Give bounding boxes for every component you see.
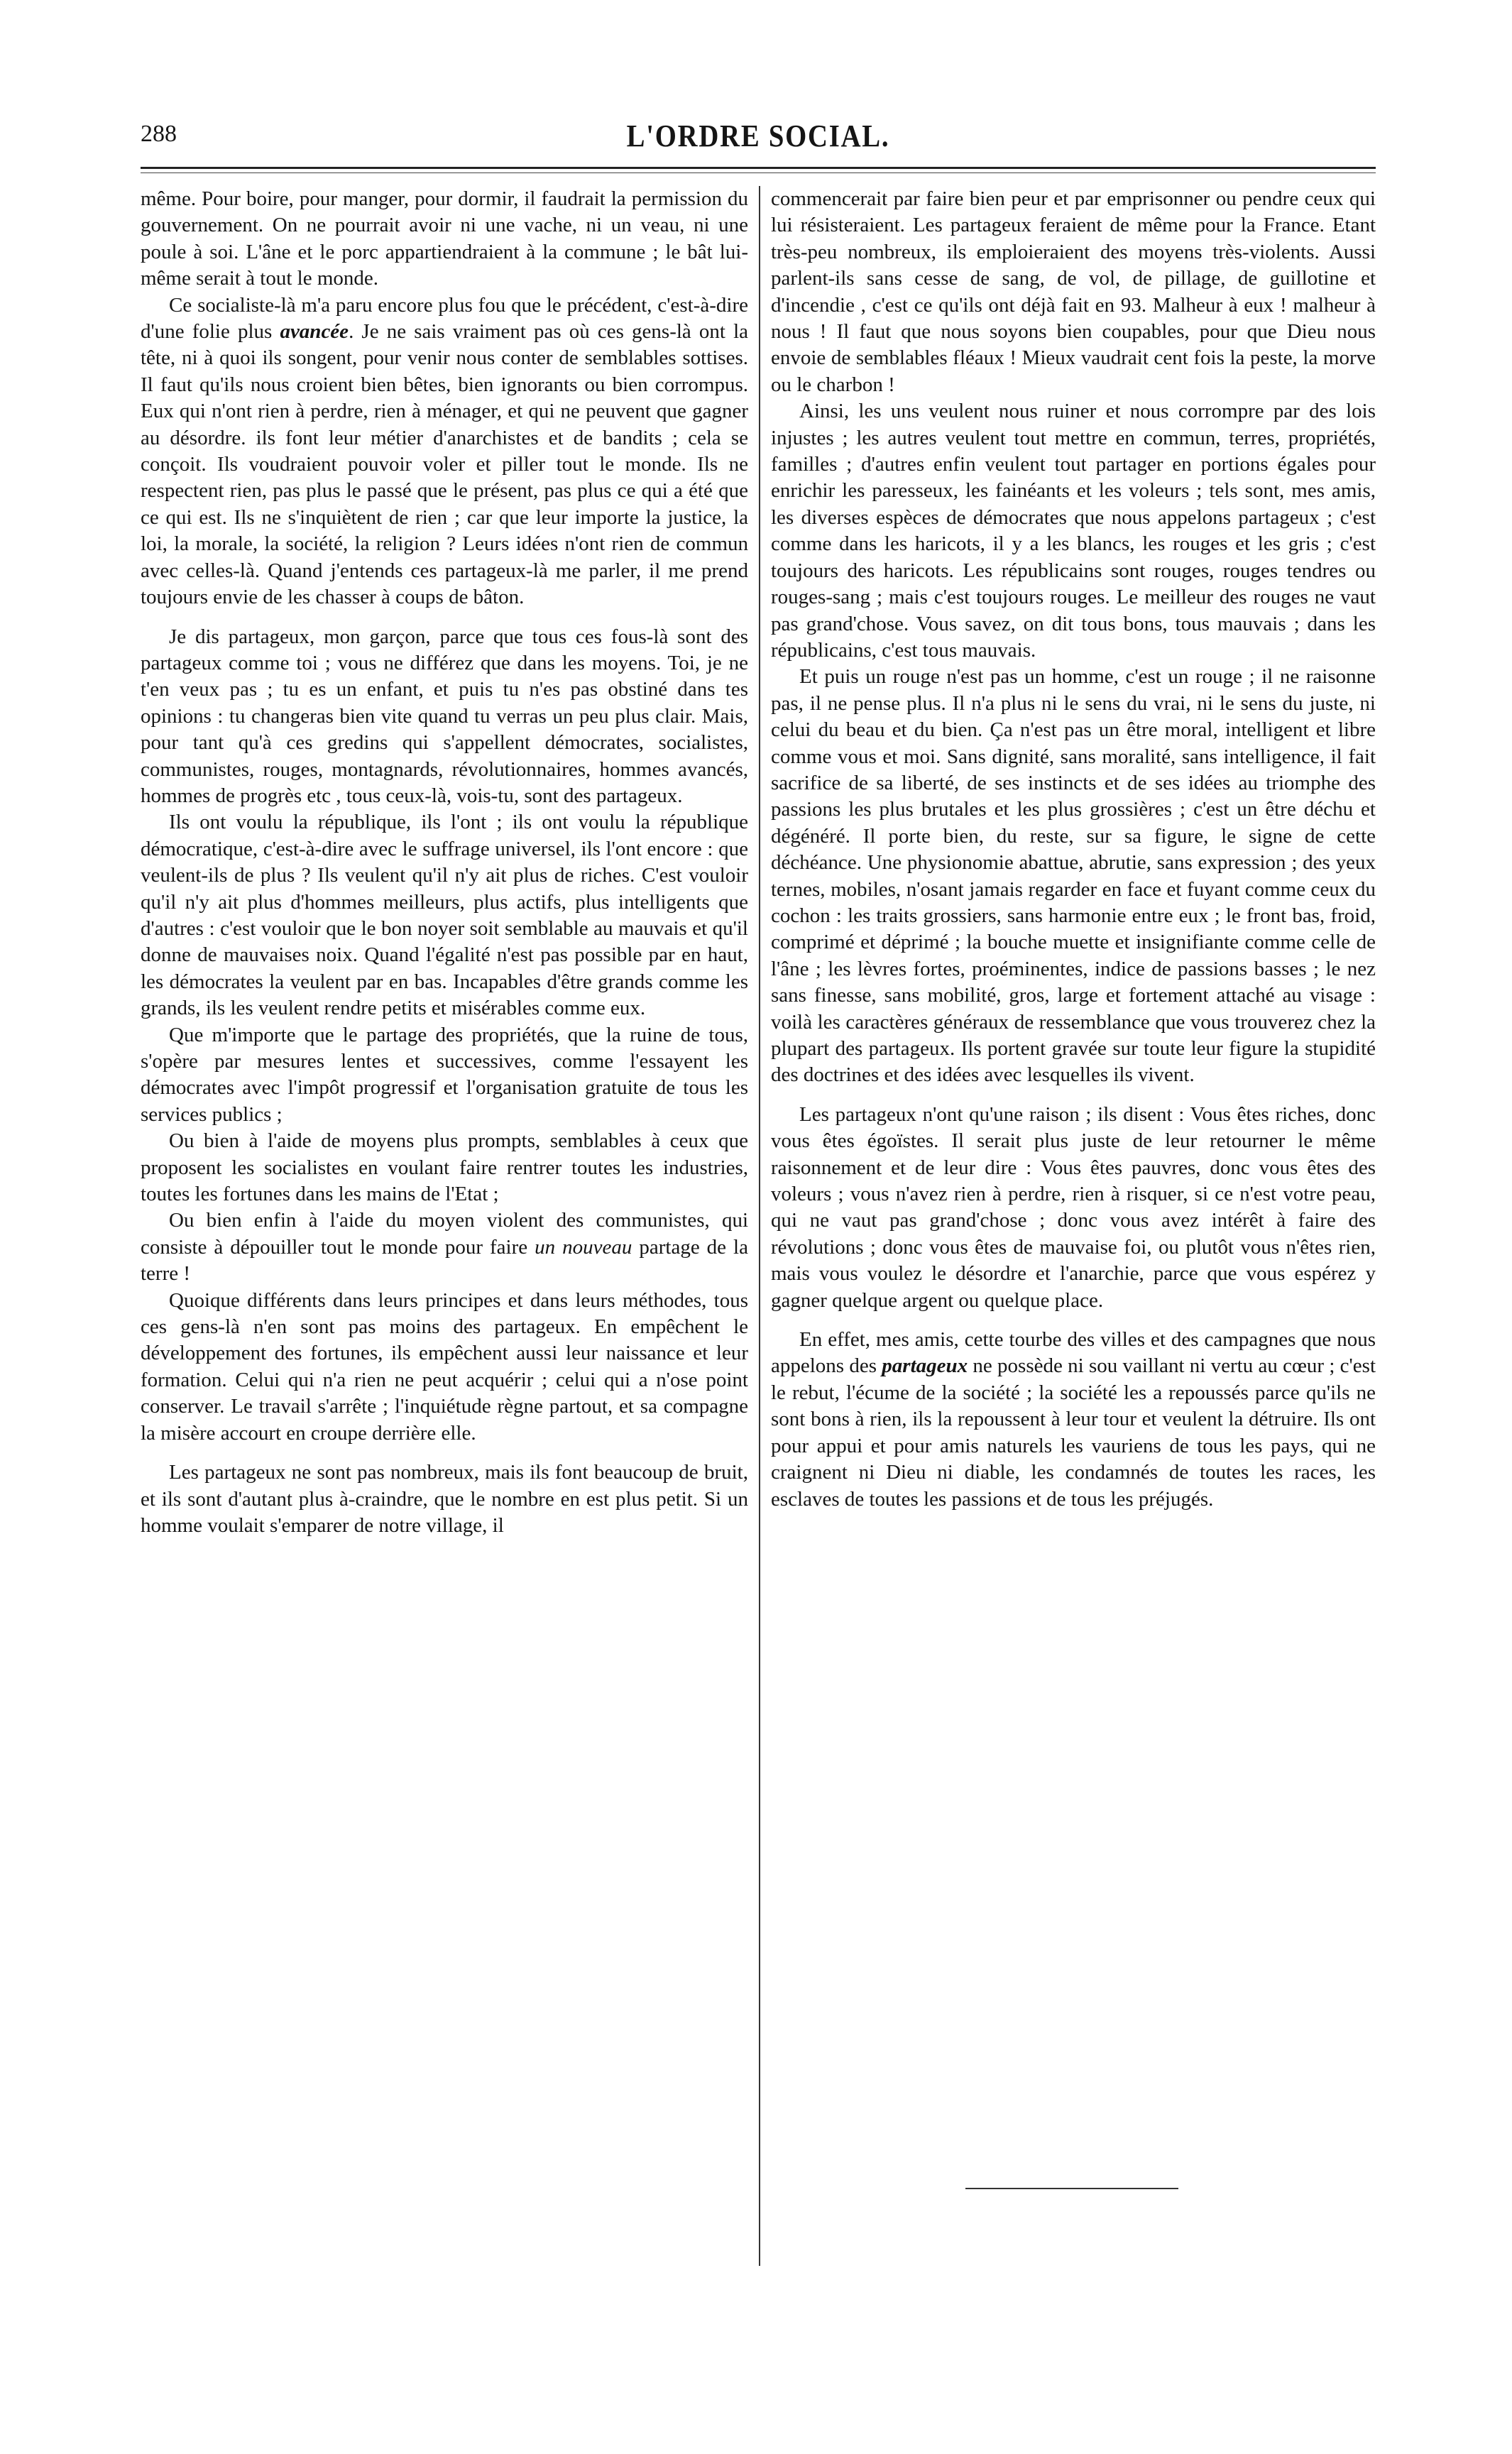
- paragraph: même. Pour boire, pour manger, pour dormir, il faudrait la permission du gouvernement. On ne pourrait avoir ni une vache, ni un veau, ni une poule à soi. L'âne et le porc appartiendraient à la commune ; le bât lui-même serait à tout le monde.: [141, 187, 748, 290]
- paragraph: Ils ont voulu la république, ils l'ont ; ils ont voulu la république démocratique, c'est-à-dire avec le suffrage universel, ils l'ont encore : que veulent-ils de plus ? Ils veulent qu'il n'y ait plus de riches. C'est vouloir qu'il n'y ait plus d'hommes meilleurs, plus actifs, plus intelligents que d'autres : c'est vouloir que le bon noyer soit semblable au mauvais et qu'il donne de mauvaises noix. Quand l'égalité n'est pas possible par en haut, les démocrates la veulent par en bas. Incapables d'être grands comme les grands, ils les veulent rendre petits et misérables comme eux.: [141, 811, 748, 1020]
- header-rule: [141, 167, 1376, 169]
- text-run: partage de la terre !: [141, 1235, 748, 1286]
- paragraph: Les partageux ne sont pas nombreux, mais ils font beaucoup de bruit, et ils sont d'autant plus à-craindre, que le nombre en est plus petit. Si un homme voulait s'emparer de notre village, il: [141, 1461, 748, 1537]
- page-number: 288: [141, 121, 177, 147]
- end-rule: [965, 2188, 1178, 2189]
- header-rule-thin: [141, 172, 1376, 173]
- journal-title: L'ORDRE SOCIAL.: [626, 119, 890, 153]
- emphasis-text: partageux: [882, 1354, 968, 1378]
- paragraph: [771, 1327, 1376, 1513]
- paragraph: Et puis un rouge n'est pas un homme, c'est un rouge ; il ne raisonne pas, il ne pense plus. Il n'a plus ni le sens du vrai, ni le sens du juste, ni celui du beau et du bien. Ça n'est pas un être moral, intelligent et libre comme vous et moi. Sans dignité, sans moralité, sans intelligence, il fait sacrifice de sa liberté, de ses instincts et de ses idées au triomphe des passions les plus brutales et les plus grossières ; c'est un être déchu et dégénéré. Il porte bien, du reste, sur sa figure, le signe de cette déchéance. Une physionomie abattue, abrutie, sans expression ; des yeux ternes, mobiles, n'osant jamais regarder en face et fuyant comme ceux du cochon : les traits grossiers, sans harmonie entre eux ; le front bas, froid, comprimé et déprimé ; la bouche muette et insignifiante comme celle de l'âne ; les lèvres fortes, proéminentes, indice de passions basses ; le nez sans finesse, sans mobilité, gros, large et fortement attaché au visage : voilà les caractères généraux de ressemblance que vous trouverez chez la plupart des partageux. Ils portent gravée sur toute leur figure la stupidité des doctrines et des idées avec lesquelles ils vivent.: [771, 665, 1376, 1087]
- paragraph: [141, 292, 748, 611]
- paragraph: Ou bien à l'aide de moyens plus prompts, semblables à ceux que proposent les socialistes en voulant faire rentrer toutes les industries, toutes les fortunes dans les mains de l'Etat ;: [141, 1129, 748, 1206]
- paragraph: Les partageux n'ont qu'une raison ; ils disent : Vous êtes riches, donc vous êtes égoïstes. Il serait plus juste de leur retourner le même raisonnement et de leur dire : Vous êtes pauvres, donc vous êtes des voleurs ; vous n'avez rien à perdre, rien à risquer, si ce n'est votre peau, qui ne vaut pas grand'chose ; donc vous avez intérêt à faire des révolutions ; donc vous êtes de mauvaise foi, ou plutôt vous n'êtes rien, mais vous voulez le désordre et l'anarchie, parce que vous espérez y gagner quelque argent ou quelque place.: [771, 1102, 1376, 1312]
- text-run: Ou bien enfin à l'aide du moyen violent des communistes, qui consiste à dépouiller tout le monde pour faire: [141, 1209, 748, 1259]
- paragraph: commencerait par faire bien peur et par emprisonner ou pendre ceux qui lui résisteraient. Les partageux feraient de même pour la France. Etant très-peu nombreux, ils emploieraient des moyens très-violents. Aussi parlent-ils sans cesse de sang, de vol, de pillage, de guillotine et d'incendie , c'est ce qu'ils ont déjà fait en 93. Malheur à eux ! malheur à nous ! Il faut que nous soyons bien coupables, pour que Dieu nous envoie de semblables fléaux ! Mieux vaudrait cent fois la peste, la morve ou le charbon !: [771, 187, 1376, 396]
- text-run: ne possède ni sou vaillant ni vertu au cœur ; c'est le rebut, l'écume de la société ; la société les a repoussés parce qu'ils ne sont bons à rien, ils la repoussent à leur tour et veulent la détruire. Ils ont pour appui et pour amis naturels les vauriens de tous les pays, qui ne craignent ni Dieu ni diable, les condamnés de toutes les races, les esclaves de toutes les passions et de tous les préjugés.: [771, 1354, 1376, 1511]
- paragraph: Ainsi, les uns veulent nous ruiner et nous corrompre par des lois injustes ; les autres veulent tout mettre en commun, terres, propriétés, familles ; d'autres enfin veulent tout partager en portions égales pour enrichir les paresseux, les fainéants et les voleurs ; tels sont, mes amis, les diverses espèces de démocrates que nous appelons partageux ; c'est comme dans les haricots, il y a les blancs, les rouges et les gris ; c'est toujours des haricots. Les républicains sont rouges, rouges tendres ou rouges-sang ; mais c'est toujours rouges. Le meilleur des rouges ne vaut pas grand'chose. Vous savez, on dit tous bons, tous mauvais ; dans les républicains, c'est tous mauvais.: [771, 400, 1376, 662]
- text-run: En effet, mes amis, cette tourbe des villes et des campagnes que nous appelons des: [771, 1328, 1376, 1378]
- emphasis-text: avancée: [280, 320, 349, 344]
- emphasis-text: un nouveau: [535, 1235, 632, 1259]
- text-run: . Je ne sais vraiment pas où ces gens-là ont la tête, ni à quoi ils songent, pour venir nous conter de semblables sottises. Il faut qu'ils nous croient bien bêtes, bien ignorants ou bien corrompus. Eux qui n'ont rien à perdre, rien à ménager, et qui ne peuvent que gagner au désordre. ils font leur métier d'anarchistes et de bandits ; cela se conçoit. Ils voudraient pouvoir voler et piller tout le monde. Ils ne respectent rien, pas plus le passé que le présent, pas plus ce qui a été que ce qui est. Ils ne s'inquiètent de rien ; car que leur importe la justice, la loi, la morale, la société, la religion ? Leurs idées n'ont rien de commun avec celles-là. Quand j'entends ces partageux-là me parler, il me prend toujours envie de les chasser à coups de bâton.: [141, 320, 748, 609]
- paragraph: [141, 1207, 748, 1287]
- page-header: [141, 121, 1376, 163]
- column-divider: [759, 186, 760, 2266]
- text-run: Ce socialiste-là m'a paru encore plus fou que le précédent, c'est-à-dire d'une folie plus: [141, 293, 748, 344]
- paragraph: Que m'importe que le partage des propriétés, que la ruine de tous, s'opère par mesures lentes et successives, comme l'essayent les démocrates avec l'impôt progressif et l'organisation gratuite de tous les services publics ;: [141, 1023, 748, 1126]
- right-column: [771, 186, 1376, 1513]
- paragraph: Quoique différents dans leurs principes et dans leurs méthodes, tous ces gens-là n'en sont pas moins des partageux. En empêchent le développement des fortunes, ils empêchent aussi leur naissance et leur formation. Celui qui n'a rien ne peut acquérir ; celui qui a n'ose point conserver. Le travail s'arrête ; l'inquiétude règne partout, et sa compagne la misère accourt en croupe derrière elle.: [141, 1288, 748, 1445]
- paragraph: Je dis partageux, mon garçon, parce que tous ces fous-là sont des partageux comme toi ; vous ne différez que dans les moyens. Toi, je ne t'en veux pas ; tu es un enfant, et puis tu n'es pas obstiné dans tes opinions : tu changeras bien vite quand tu verras un peu plus clair. Mais, pour tant qu'à ces gredins qui s'appellent démocrates, socialistes, communistes, rouges, montagnards, révolutionnaires, hommes avancés, hommes de progrès etc , tous ceux-là, vois-tu, sont des partageux.: [141, 625, 748, 807]
- left-column: [141, 186, 748, 1539]
